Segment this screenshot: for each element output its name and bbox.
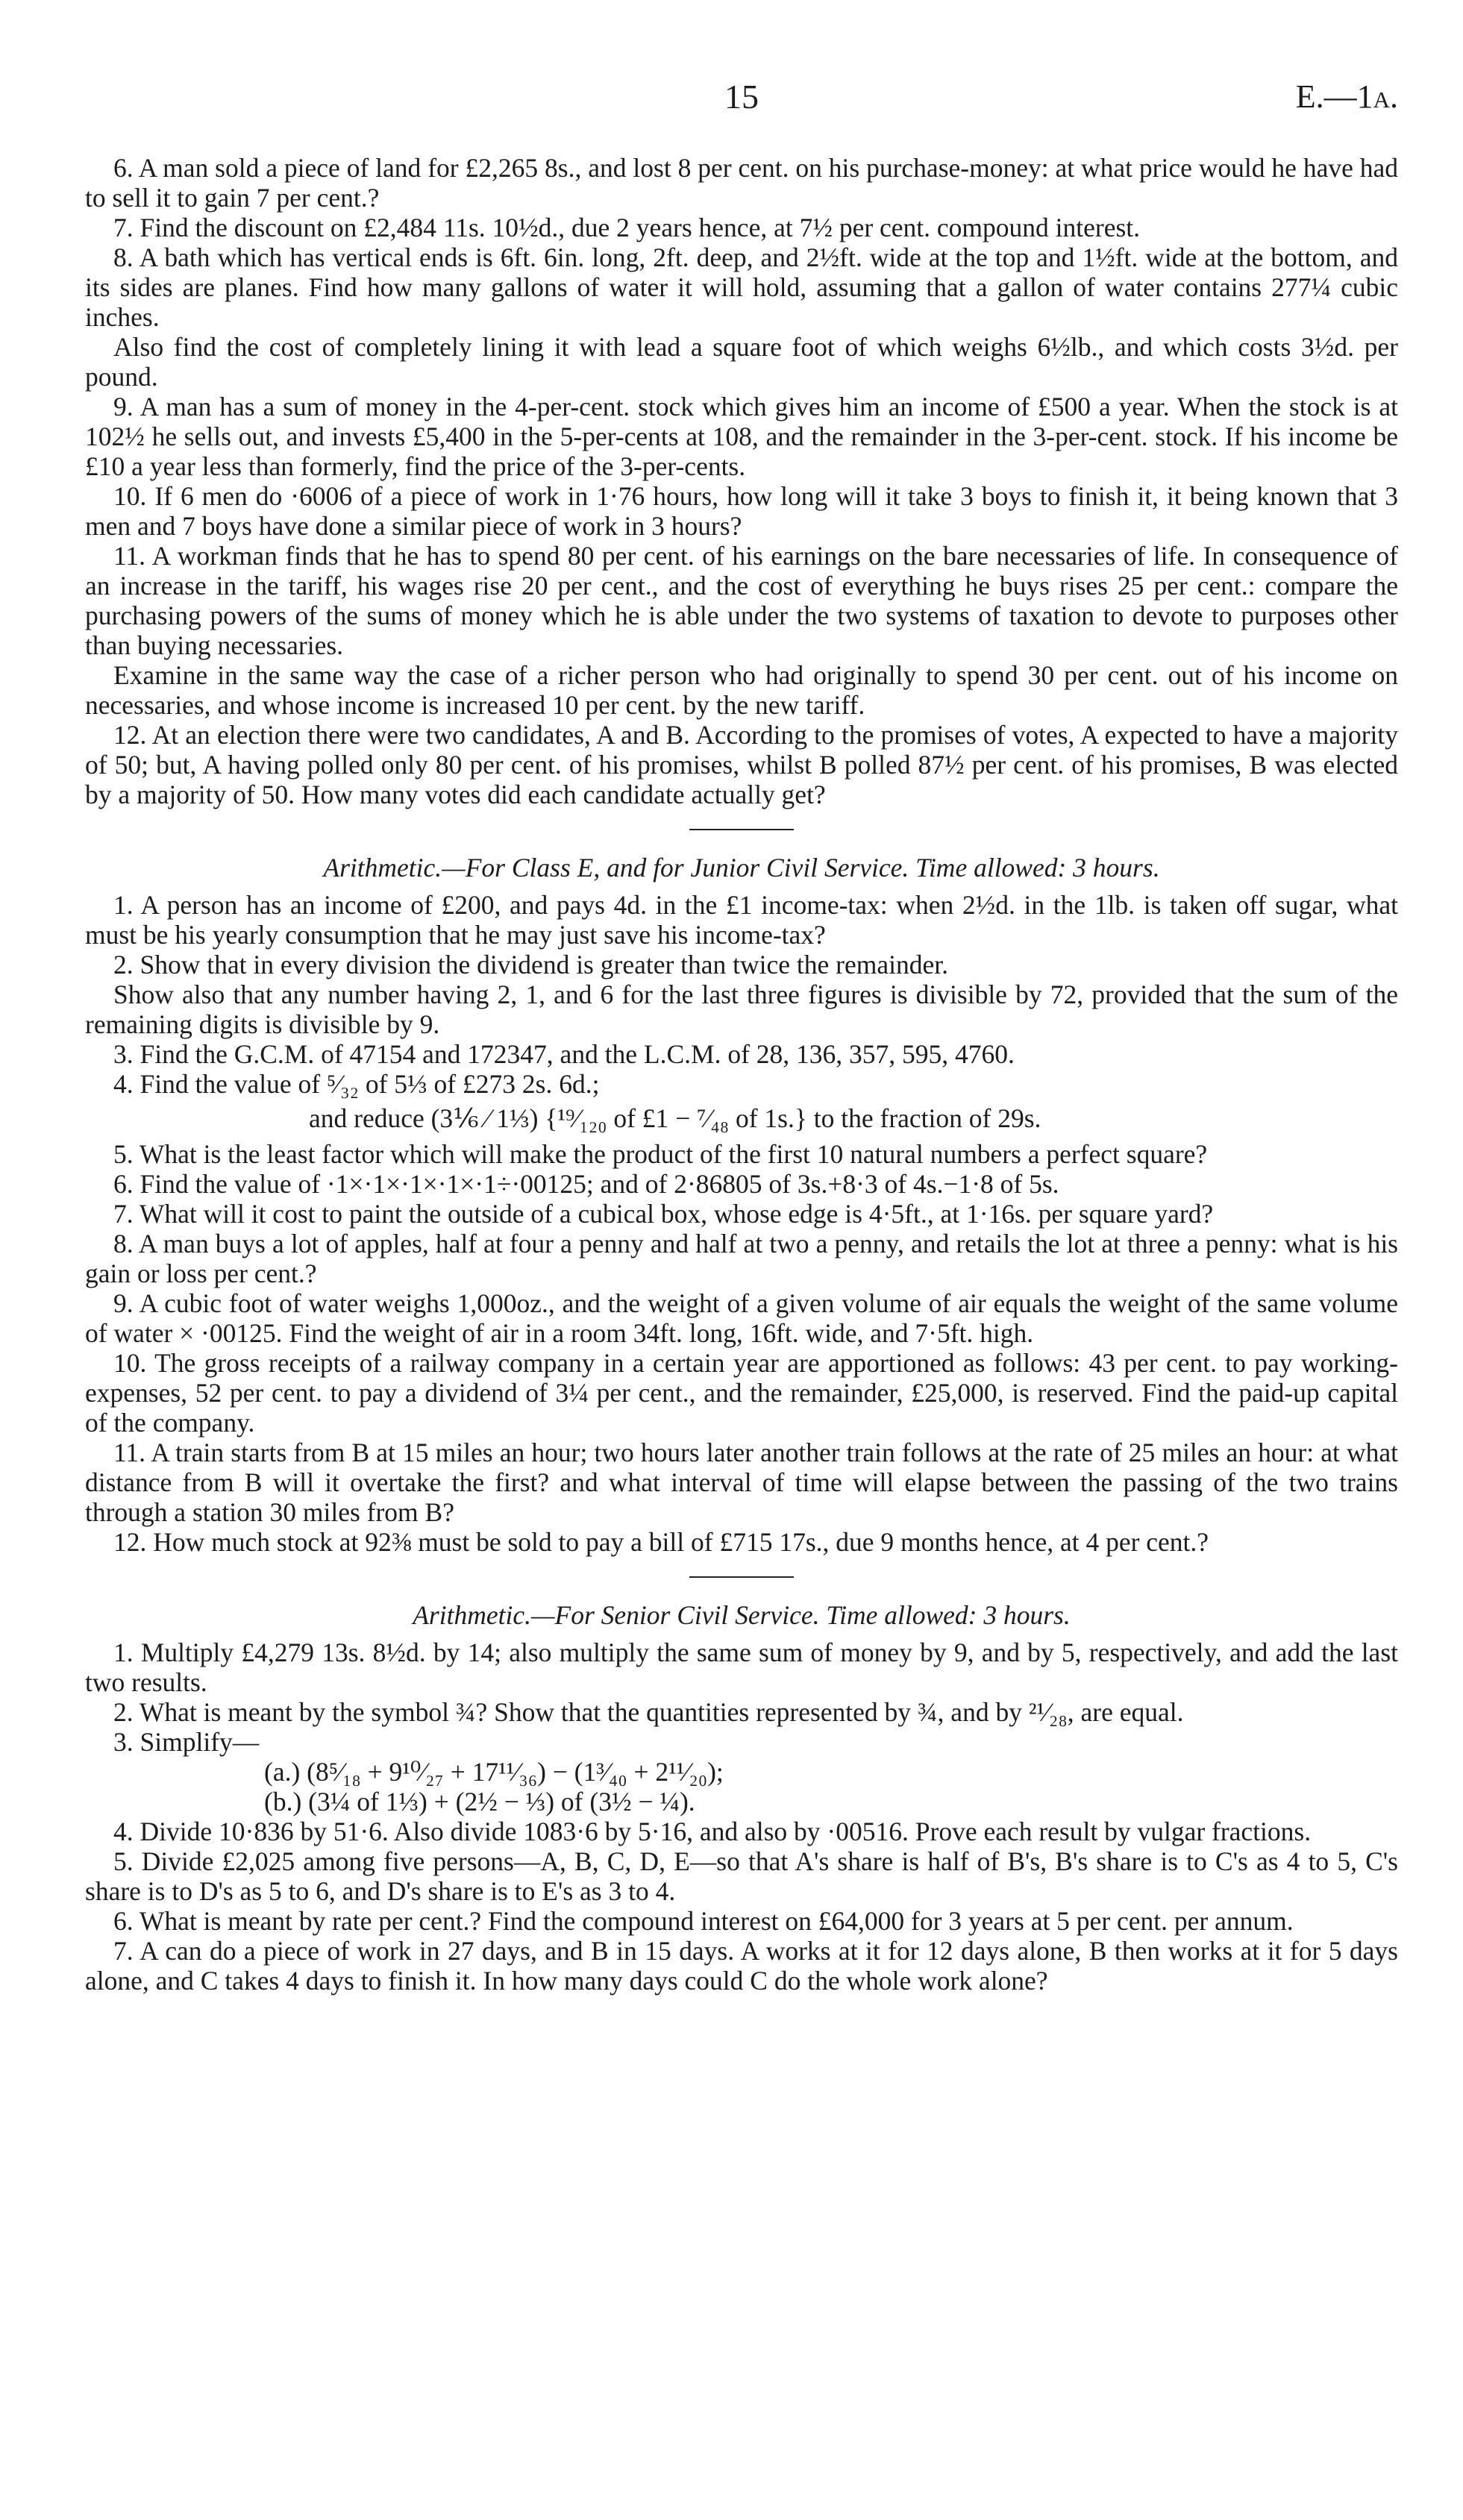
e-question-5: 5. What is the least factor which will make the product of the first 10 natural numbers a perfect square? bbox=[113, 1139, 1208, 1169]
question-12: 12. At an election there were two candidates, A and B. According to the promises of votes, A expected to have a majority of 50; but, A having polled only 80 per cent. of his promises, whilst B polled 87½ per cent. of his promises, B was elected by a majority of 50. How many votes did each candidate actually get? bbox=[85, 720, 1398, 809]
question-list-top bbox=[85, 153, 1398, 809]
question-9: 9. A man has a sum of money in the 4-per-cent. stock which gives him an income of £500 a year. When the stock is at 102½ he sells out, and invests £5,400 in the 5-per-cents at 108, and the remainder in the 3-per-cent. stock. If his income be £10 a year less than formerly, find the price of the 3-per-cents. bbox=[85, 392, 1398, 481]
s-question-1: 1. Multiply £4,279 13s. 8½d. by 14; also multiply the same sum of money by 9, and by 5, respectively, and add the last two results. bbox=[85, 1637, 1398, 1697]
e-question-7: 7. What will it cost to paint the outside of a cubical box, whose edge is 4·5ft., at 1·16s. per square yard? bbox=[113, 1199, 1214, 1229]
e-question-3: 3. Find the G.C.M. of 47154 and 172347, and the L.C.M. of 28, 136, 357, 595, 4760. bbox=[113, 1039, 1015, 1069]
document-page bbox=[85, 0, 1398, 2520]
section-divider bbox=[689, 829, 794, 830]
e-question-6: 6. Find the value of ·1×·1×·1×·1×·1÷·00125; and of 2·86805 of 3s.+8·3 of 4s.−1·8 of 5s. bbox=[113, 1169, 1059, 1199]
e-question-1: 1. A person has an income of £200, and pays 4d. in the £1 income-tax: when 2½d. in the 1lb. is taken off sugar, what must be his yearly consumption that he may just save his income-tax? bbox=[85, 890, 1398, 950]
e-question-10: 10. The gross receipts of a railway company in a certain year are apportioned as follows: 43 per cent. to pay working-expenses, 52 per cent. to pay a dividend of 3¼ per cent., and the remainder, £25,000, is reserved. Find the paid-up capital of the company. bbox=[85, 1348, 1398, 1438]
e-question-2: 2. Show that in every division the dividend is greater than twice the remainder. bbox=[113, 950, 948, 980]
question-6: 6. A man sold a piece of land for £2,265 8s., and lost 8 per cent. on his purchase-money: at what price would he have had to sell it to gain 7 per cent.? bbox=[85, 153, 1398, 213]
s-question-4: 4. Divide 10·836 by 51·6. Also divide 1083·6 by 5·16, and also by ·00516. Prove each result by vulgar fractions. bbox=[113, 1817, 1312, 1846]
s-question-6: 6. What is meant by rate per cent.? Find the compound interest on £64,000 for 3 years at 5 per cent. per annum. bbox=[113, 1906, 1294, 1936]
s-question-3: 3. Simplify— bbox=[113, 1727, 260, 1757]
question-7: 7. Find the discount on £2,484 11s. 10½d., due 2 years hence, at 7½ per cent. compound interest. bbox=[113, 213, 1141, 242]
e-question-4-formula: and reduce (3⅙ ⁄ 1⅓) {¹⁹⁄₁₂₀ of £1 − ⁷⁄₄₈ of 1s.} to the fraction of 29s. bbox=[309, 1103, 1041, 1133]
s-question-5: 5. Divide £2,025 among five persons—A, B, C, D, E—so that A's share is half of B's, B's share is to C's as 4 to 5, C's share is to D's as 5 to 6, and D's share is to E's as 3 to 4. bbox=[85, 1846, 1398, 1906]
section-divider bbox=[689, 1576, 794, 1578]
question-11-continuation: Examine in the same way the case of a richer person who had originally to spend 30 per cent. out of his income on necessaries, and whose income is increased 10 per cent. by the new tariff. bbox=[85, 660, 1398, 720]
section-senior bbox=[85, 1600, 1398, 1996]
e-question-11: 11. A train starts from B at 15 miles an hour; two hours later another train follows at the rate of 25 miles an hour: at what distance from B will it overtake the first? and what interval of time will elapse between the passing of the two trains through a station 30 miles from B? bbox=[85, 1438, 1398, 1527]
document-code: E.—1a. bbox=[1295, 78, 1398, 115]
question-8: 8. A bath which has vertical ends is 6ft. 6in. long, 2ft. deep, and 2½ft. wide at the top and 1½ft. wide at the bottom, and its sides are planes. Find how many gallons of water it will hold, assuming that a gallon of water contains 277¼ cubic inches. bbox=[85, 242, 1398, 332]
page-number: 15 bbox=[724, 78, 759, 116]
section-class-e bbox=[85, 853, 1398, 1557]
page-header bbox=[85, 75, 1398, 119]
section-title-class-e: Arithmetic.—For Class E, and for Junior Civil Service. Time allowed: 3 hours. bbox=[323, 853, 1160, 883]
question-10: 10. If 6 men do ·6006 of a piece of work in 1·76 hours, how long will it take 3 boys to finish it, it being known that 3 men and 7 boys have done a similar piece of work in 3 hours? bbox=[85, 481, 1398, 541]
e-question-2-continuation: Show also that any number having 2, 1, and 6 for the last three figures is divisible by 72, provided that the sum of the remaining digits is divisible by 9. bbox=[85, 980, 1398, 1039]
question-8-continuation: Also find the cost of completely lining it with lead a square foot of which weighs 6½lb., and which costs 3½d. per pound. bbox=[85, 332, 1398, 392]
question-11: 11. A workman finds that he has to spend 80 per cent. of his earnings on the bare necessaries of life. In consequence of an increase in the tariff, his wages rise 20 per cent., and the cost of everything he buys rises 25 per cent.: compare the purchasing powers of the sums of money which he is able under the two systems of taxation to devote to purposes other than buying necessaries. bbox=[85, 541, 1398, 660]
e-question-9: 9. A cubic foot of water weighs 1,000oz., and the weight of a given volume of air equals the weight of the same volume of water × ·00125. Find the weight of air in a room 34ft. long, 16ft. wide, and 7·5ft. high. bbox=[85, 1288, 1398, 1348]
e-question-8: 8. A man buys a lot of apples, half at four a penny and half at two a penny, and retails the lot at three a penny: what is his gain or loss per cent.? bbox=[85, 1229, 1398, 1288]
page-content bbox=[85, 153, 1398, 1996]
e-question-12: 12. How much stock at 92⅜ must be sold to pay a bill of £715 17s., due 9 months hence, at 4 per cent.? bbox=[113, 1527, 1209, 1557]
s-question-7: 7. A can do a piece of work in 27 days, and B in 15 days. A works at it for 12 days alone, B then works at it for 5 days alone, and C takes 4 days to finish it. In how many days could C do the whole work alone? bbox=[85, 1936, 1398, 1996]
e-question-4: 4. Find the value of ⁵⁄₃₂ of 5⅓ of £273 2s. 6d.; bbox=[113, 1069, 600, 1099]
s-question-2: 2. What is meant by the symbol ¾? Show that the quantities represented by ¾, and by ²¹⁄₂₈, are equal. bbox=[113, 1697, 1184, 1727]
s-question-3b: (b.) (3¼ of 1⅓) + (2½ − ⅓) of (3½ − ¼). bbox=[264, 1787, 695, 1817]
section-title-senior: Arithmetic.—For Senior Civil Service. Time allowed: 3 hours. bbox=[413, 1600, 1071, 1630]
s-question-3a: (a.) (8⁵⁄₁₈ + 9¹⁰⁄₂₇ + 17¹¹⁄₃₆) − (1³⁄₄₀ + 2¹¹⁄₂₀); bbox=[264, 1757, 724, 1787]
